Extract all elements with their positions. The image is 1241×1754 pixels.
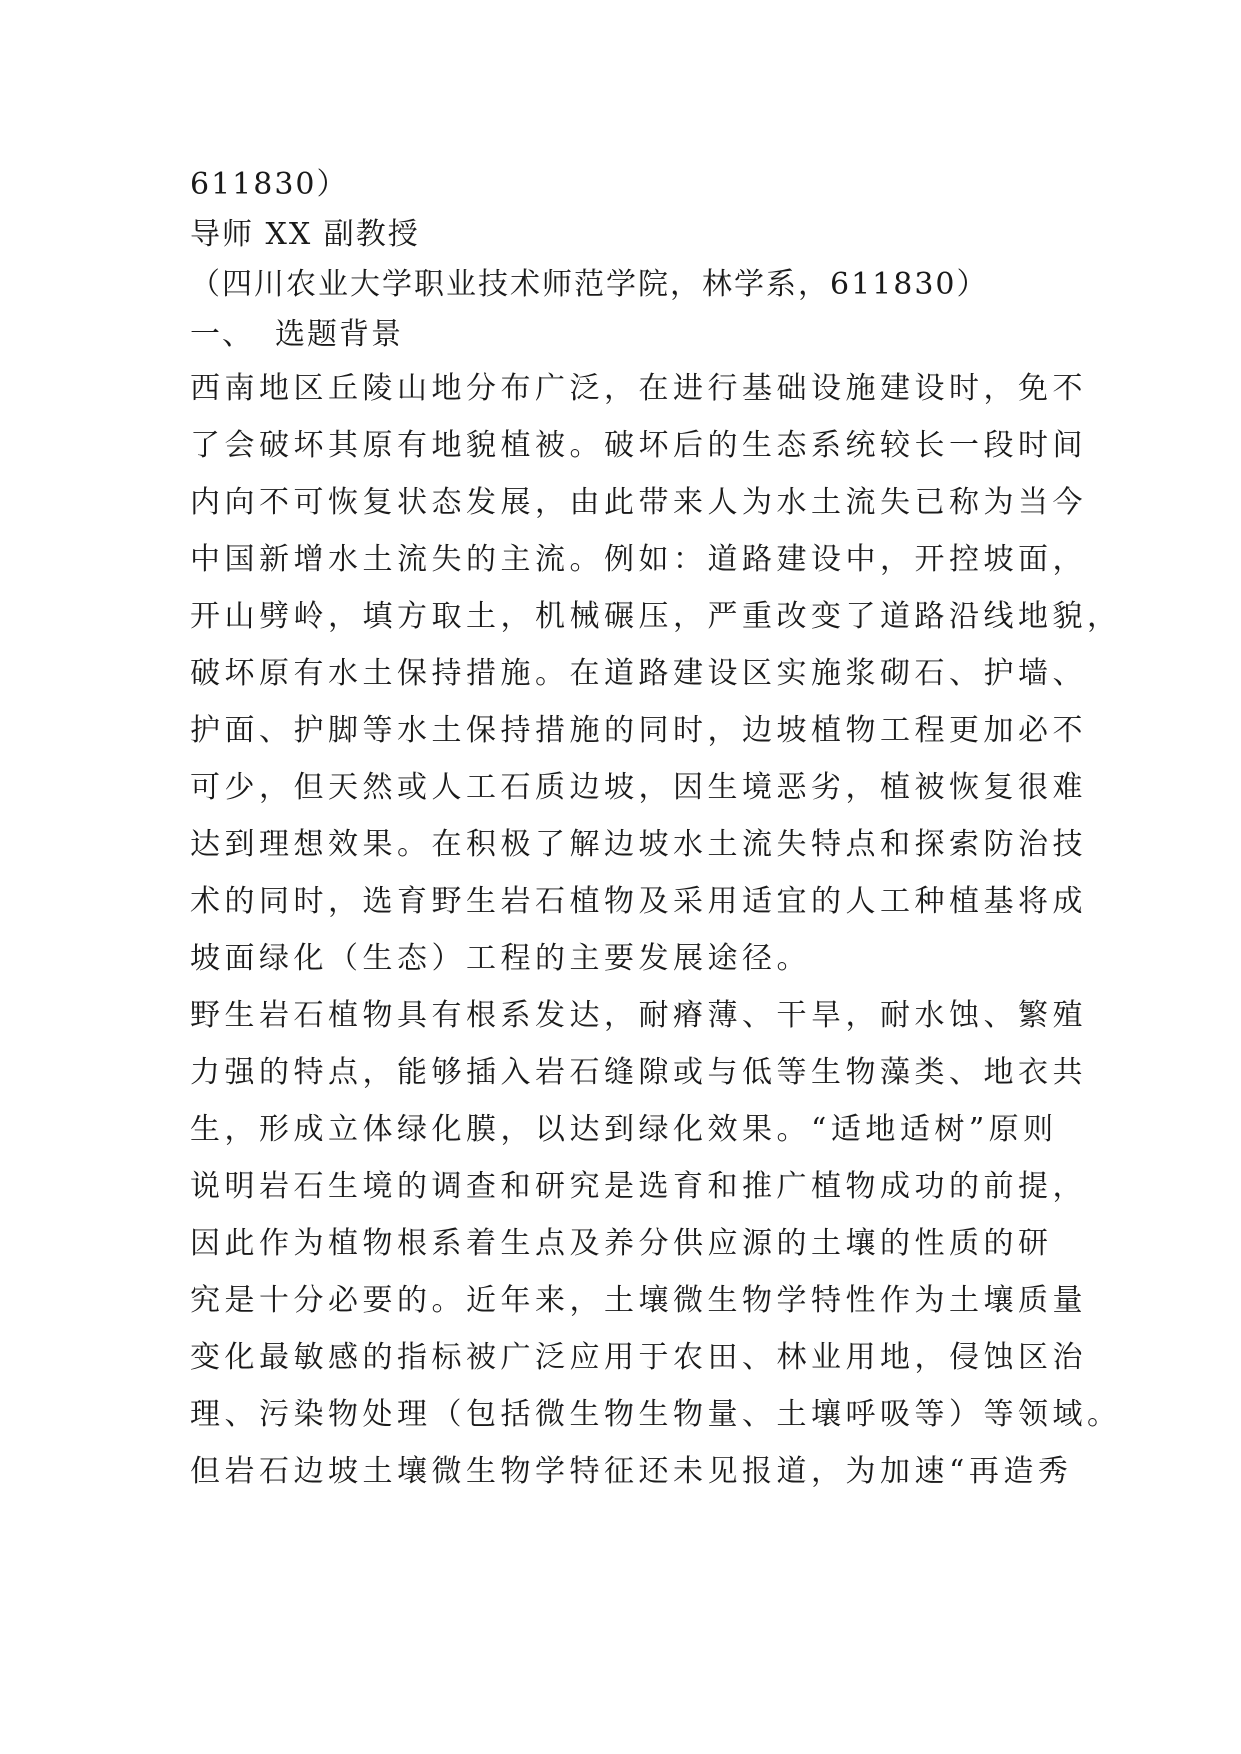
- paragraph-line: 野生岩石植物具有根系发达，耐瘠薄、干旱，耐水蚀、繁殖: [190, 998, 1087, 1033]
- paragraph-line: 可少，但天然或人工石质边坡，因生境恶劣，植被恢复很难: [190, 770, 1087, 805]
- paragraph-rock-plants: [190, 987, 1122, 1500]
- paragraph-background: [190, 360, 1122, 987]
- section-heading: [190, 310, 1070, 360]
- paragraph-line: 破坏原有水土保持措施。在道路建设区实施浆砌石、护墙、: [190, 656, 1087, 691]
- paragraph-line: 中国新增水土流失的主流。例如：道路建设中，开控坡面，: [190, 542, 1087, 577]
- advisor-line: 导师 XX 副教授: [190, 217, 420, 252]
- paragraph-line: 因此作为植物根系着生点及养分供应源的土壤的性质的研: [190, 1226, 1053, 1261]
- paragraph-line: 变化最敏感的指标被广泛应用于农田、林业用地，侵蚀区治: [190, 1340, 1087, 1375]
- paragraph-line: 西南地区丘陵山地分布广泛，在进行基础设施建设时，免不: [190, 371, 1087, 406]
- paragraph-line: 力强的特点，能够插入岩石缝隙或与低等生物藻类、地衣共: [190, 1055, 1087, 1090]
- paragraph-line: 护面、护脚等水土保持措施的同时，边坡植物工程更加必不: [190, 713, 1087, 748]
- paragraph-line: 理、污染物处理（包括微生物生物量、土壤呼吸等）等领域。: [190, 1397, 1122, 1432]
- postal-code-line: 611830）: [190, 167, 349, 202]
- paragraph-line: 术的同时，选育野生岩石植物及采用适宜的人工种植基将成: [190, 884, 1087, 919]
- affiliation-line: （四川农业大学职业技术师范学院，林学系，611830）: [190, 267, 989, 302]
- paragraph-line: 究是十分必要的。近年来，土壤微生物学特性作为土壤质量: [190, 1283, 1087, 1318]
- document-body: [190, 160, 1122, 1500]
- section-number: 一、: [190, 317, 254, 352]
- paragraph-line: 内向不可恢复状态发展，由此带来人为水土流失已称为当今: [190, 485, 1087, 520]
- paragraph-line: 生，形成立体绿化膜，以达到绿化效果。“适地适树”原则: [190, 1112, 1058, 1147]
- paragraph-line: 说明岩石生境的调查和研究是选育和推广植物成功的前提，: [190, 1169, 1087, 1204]
- paragraph-line: 达到理想效果。在积极了解边坡水土流失特点和探索防治技: [190, 827, 1087, 862]
- paragraph-line: 但岩石边坡土壤微生物学特征还未见报道，为加速“再造秀: [190, 1454, 1073, 1489]
- section-title: 选题背景: [275, 317, 403, 352]
- paragraph-line: 开山劈岭，填方取土，机械碾压，严重改变了道路沿线地貌，: [190, 599, 1122, 634]
- paragraph-line: 了会破坏其原有地貌植被。破坏后的生态系统较长一段时间: [190, 428, 1087, 463]
- paragraph-line: 坡面绿化（生态）工程的主要发展途径。: [190, 941, 811, 976]
